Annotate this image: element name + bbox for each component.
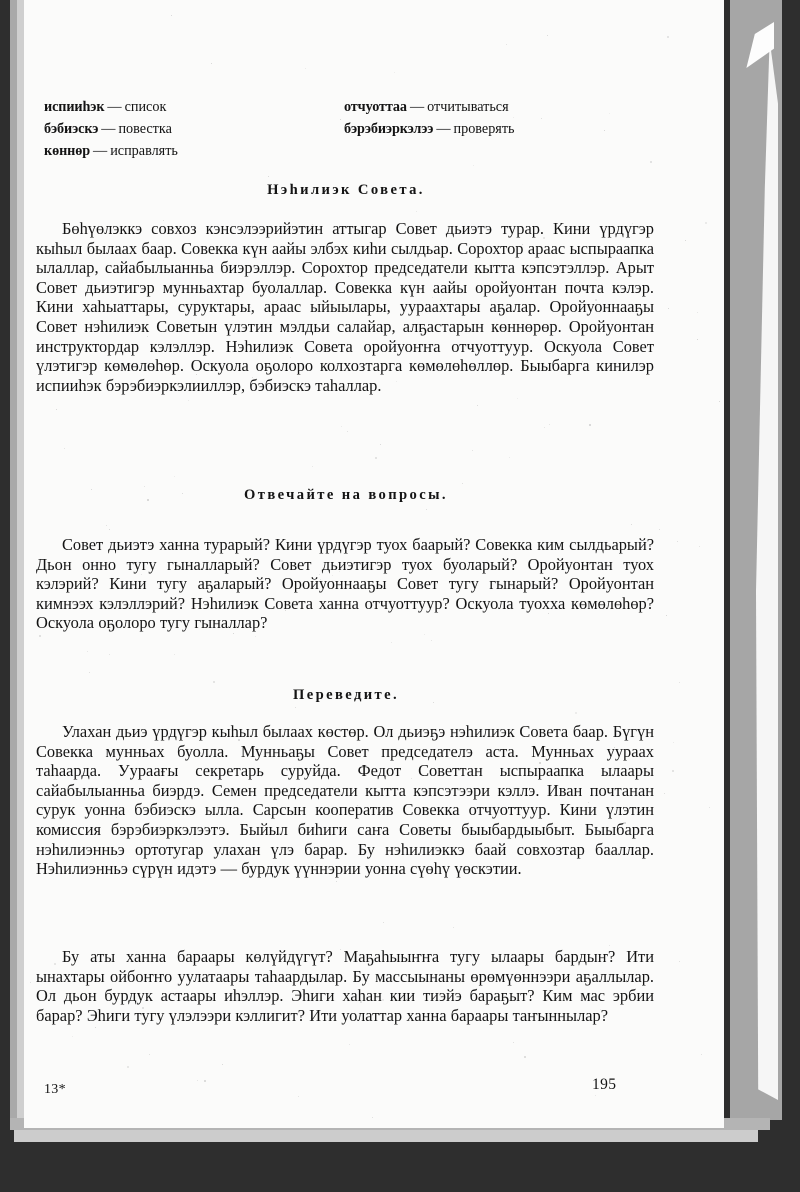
vocabulary-entry [44,118,344,140]
vocabulary-term: отчуоттаа [344,99,407,115]
signature-mark: 13* [44,1082,66,1097]
questions-section-paragraph: Совет дьиэтэ ханна турарый? Кини үрдүгэр туох баарый? Совекка ким сылдьарый? Дьон онно тугу гыналларый? Совет дьиэтигэр туох буоларый? Оройуонтан туох кэлэрий? Кини тугу аҕаларый? Оройуоннааҕы Совет тугу гынарый? Оройуонтан кимнээх кэлэллэрий? Нэһилиэк Совета ханна отчуоттуур? Оскуола туохха көмөлөһөр? Оскуола оҕолоро тугу гыналлар? [36,535,654,633]
reading-section-heading: Нэһилиэк Совета. [267,182,425,198]
vocabulary-gloss: исправлять [110,143,178,159]
vocabulary-gloss: проверять [453,121,515,137]
vocabulary-gloss: список [124,99,167,115]
vocabulary-term: испииһэк [44,99,105,115]
vocabulary-column-right [344,96,644,162]
reading-section-paragraph: Бөһүөлэккэ совхоз кэнсэлээрийэтин аттыгар Совет дьиэтэ турар. Кини үрдүгэр кыһыл былаах баар. Совекка күн аайы элбэх киһи сылдьар. Сорохтор араас ыспыраапка ылаллар, сайабылыанньа биэрэллэр. Сорохтор председатели кытта кэпсэтэллэр. Арыт Совет дьиэтигэр мунньахтар буолаллар. Совекка күн аайы оройуонтан почта кэлэр. Кини хаһыаттары, суруктары, араас ыйыылары, уураахтары аҕалар. Оройуоннааҕы Совет нэһилиэк Советын үлэтин мэлдьи салайар, алҕастарын көннөрөр. Оройуонтан инструктордар кэлэллэр. Нэһилиэк Совета оройуоҥҥа отчуоттуур. Оскуола Совет үлэтигэр көмөлөһөр. Оскуола оҕолоро колхозтарга көмөлөһөллөр. Быыбарга кинилэр испииһэк бэрэбиэркэлииллэр, бэбиэскэ таһаллар. [36,219,654,395]
translate-section-heading: Переведите. [292,687,400,703]
vocabulary-column-left [44,96,344,162]
vocabulary-gloss: повестка [118,121,172,137]
bottom-page-edge-highlight [14,1130,758,1142]
vocabulary-entry [44,96,344,118]
vocabulary-term: бэрэбиэркэлээ [344,121,434,137]
vocabulary-dash: — [101,121,116,137]
vocabulary-dash: — [93,143,108,159]
vocabulary-dash: — [436,121,451,137]
vocabulary-entry [344,96,644,118]
vocabulary-entry [44,140,344,162]
page-number: 195 [592,1076,617,1093]
vocabulary-gloss: отчитываться [427,99,509,115]
vocabulary-term: бэбиэскэ [44,121,99,137]
translate-paragraph-2: Бу аты ханна бараары көлүйдүгүт? Маҕаһыыҥҥа тугу ылаары бардыҥ? Ити ынахтары ойбоҥҥо уулатаары таһаардылар. Бу массыынаны өрөмүөннээри аҕаллылар. Ол дьон бурдук астаары иһэллэр. Эһиги хаһан кии тиэйэ бараҕыт? Ким мас эрбии барар? Эһиги тугу үлэлээри кэллигит? Ити уолаттар ханна бараары таҥыннылар? [36,947,654,1025]
book-page [24,0,724,1128]
translate-paragraph-1: Улахан дьиэ үрдүгэр кыһыл былаах көстөр. Ол дьиэҕэ нэһилиэк Совета баар. Бүгүн Совекка мунньах буолла. Мунньаҕы Совет председателэ аста. Мунньах уураах таһаарда. Уураағы секретарь суруйда. Федот Советтан ыспыраапка ылаары сайабылыанньа биэрдэ. Семен председатели кытта кэпсэтээри кэллэ. Иван почтанан сурук уонна бэбиэскэ ылла. Сарсын кооператив Совекка отчуоттуур. Кини үлэтин комиссия бэрэбиэркэлээтэ. Быйыл биһиги саҥа Советы быыбардыыбыт. Быыбарга нэһилиэнньэ ортотугар улахан үлэ барар. Бу нэһилиэккэ баай совхозтар бааллар. Нэһилиэнньэ сүрүн идэтэ — бурдук үүннэрии уонна сүөһү үөскэтии. [36,722,654,879]
vocabulary-entry [344,118,644,140]
vocabulary-dash: — [409,99,425,115]
vocabulary-dash: — [107,99,122,115]
questions-section-heading: Отвечайте на вопросы. [244,487,448,503]
text-column [36,0,656,1128]
vocabulary-glossary [44,96,644,162]
vocabulary-term: көннөр [44,143,91,159]
